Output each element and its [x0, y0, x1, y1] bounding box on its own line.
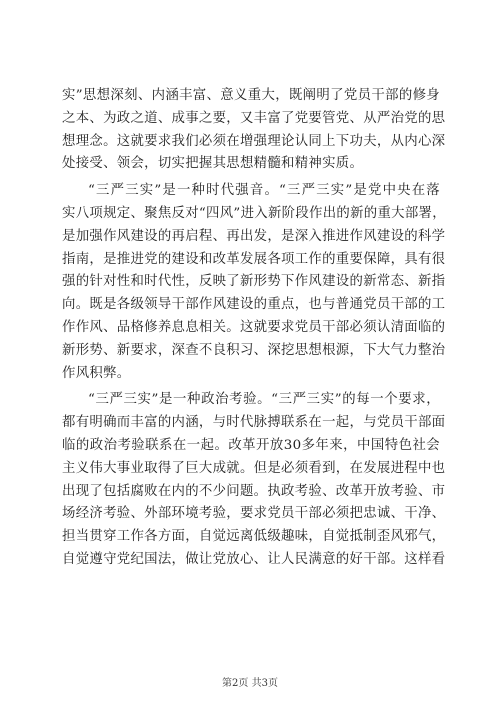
- body-text: [62, 85, 446, 572]
- paragraph-2: [62, 180, 446, 385]
- text-line: 处接受、领会，切实把握其思想精髓和精神实质。: [62, 156, 364, 172]
- text-line: 作风积弊。: [62, 365, 131, 381]
- text-line: 想理念。这就要求我们必须在增强理论认同上下功夫，从内心深: [62, 133, 446, 149]
- text-line: 新形势、新要求，深查不良积习、深挖思想根源，下大气力整治: [62, 342, 446, 358]
- paragraph-3: [62, 389, 446, 571]
- text-line: 实”思想深刻、内涵丰富、意义重大，既阐明了党员干部的修身: [62, 88, 440, 103]
- text-line: 向。既是各级领导干部作风建设的重点，也与普通党员干部的工: [62, 297, 446, 313]
- page-footer: [0, 674, 500, 689]
- paragraph-1: [62, 85, 446, 176]
- text-line: 主义伟大事业取得了巨大成就。但是必须看到，在发展进程中也: [62, 460, 446, 476]
- text-line: 之本、为政之道、成事之要，又丰富了党要管党、从严治党的思: [62, 110, 446, 126]
- text-line: 作作风、品格修养息息相关。这就要求党员干部必须认清面临的: [62, 319, 446, 335]
- text-line: “三严三实”是一种政治考验。“三严三实”的每一个要求，: [88, 392, 440, 408]
- text-line: 场经济考验、外部环境考验，要求党员干部必须把忠诚、干净、: [62, 506, 446, 522]
- text-line: “三严三实”是一种时代强音。“三严三实”是党中央在落: [88, 183, 440, 199]
- text-line: 指南，是推进党的建设和改革发展各项工作的重要保障，具有很: [62, 251, 446, 267]
- page-number: 第2页 共3页: [222, 678, 278, 689]
- text-line: 强的针对性和时代性，反映了新形势下作风建设的新常态、新指: [62, 274, 446, 290]
- text-line: 临的政治考验联系在一起。改革开放30多年来，中国特色社会: [62, 437, 440, 453]
- text-line: 都有明确而丰富的内涵，与时代脉搏联系在一起，与党员干部面: [62, 415, 446, 431]
- text-line: 担当贯穿工作各方面，自觉远离低级趣味，自觉抵制歪风邪气，: [62, 529, 446, 545]
- text-line: 出现了包括腐败在内的不少问题。执政考验、改革开放考验、市: [62, 483, 446, 499]
- text-line: 实八项规定、聚焦反对“四风”进入新阶段作出的新的重大部署，: [62, 205, 446, 221]
- text-line: 自觉遵守党纪国法，做让党放心、让人民满意的好干部。这样看: [62, 551, 446, 567]
- text-line: 是加强作风建设的再启程、再出发，是深入推进作风建设的科学: [62, 228, 446, 244]
